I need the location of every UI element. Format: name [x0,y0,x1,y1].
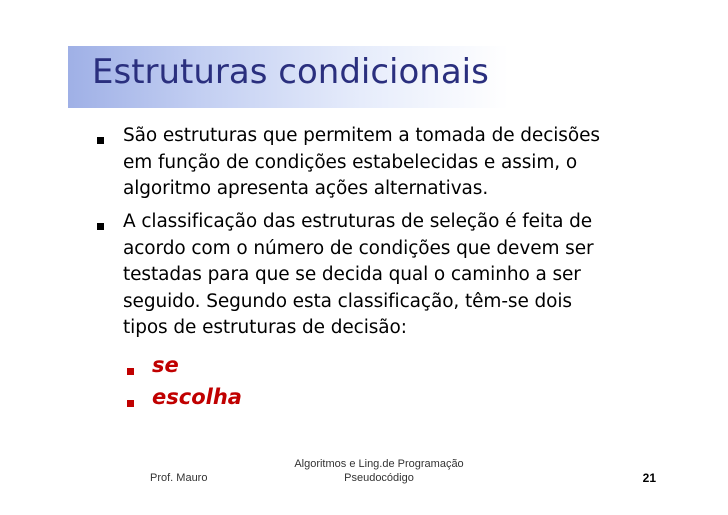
bullet-2-line-2: acordo com o número de condições que devem ser [123,237,594,259]
bullet-2-line-3: testadas para que se decida qual o caminho a ser [123,264,581,285]
footer-author: Prof. Mauro [150,472,208,484]
bullet-1-line-3: algoritmo apresenta ações alternativas. [123,178,489,199]
sub-bullet-se: se [152,353,179,377]
bullet-2-line-5: tipos de estruturas de decisão: [123,317,407,338]
bullet-2-line-4: seguido. Segundo esta classificação, têm-se dois [123,290,572,312]
bullet-2-line-1: A classificação das estruturas de seleção é feita de [123,211,593,232]
bullet-1-line-2: em função de condições estabelecidas e assim, o [123,151,578,173]
bullet-marker-1 [97,137,104,144]
page-number: 21 [642,471,656,485]
footer-course-line-2: Pseudocódigo [344,472,414,484]
bullet-text-2 [123,209,663,342]
sub-bullet-escolha: escolha [152,385,242,409]
footer-course [264,457,494,485]
footer-course-line-1: Algoritmos e Ling.de Programação [294,458,464,470]
bullet-1-line-1: São estruturas que permitem a tomada de decisões [123,125,600,146]
sub-bullet-marker-se [127,368,134,375]
bullet-marker-2 [97,223,104,230]
sub-bullet-marker-escolha [127,400,134,407]
bullet-text-1 [123,123,663,203]
slide-title: Estruturas condicionais [92,52,489,92]
